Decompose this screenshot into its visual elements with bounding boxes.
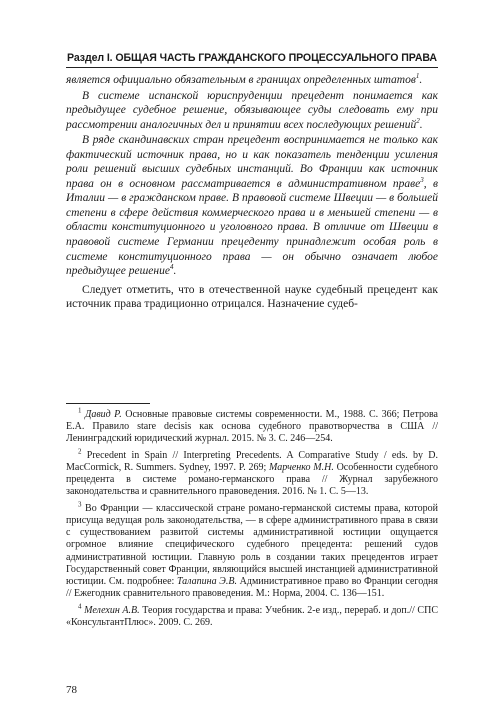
author-name: Давид Р. [84, 409, 122, 420]
footnote-ref: 2 [416, 116, 420, 125]
header-rule [66, 67, 438, 68]
footnote [66, 602, 438, 629]
text-run: Административное право во Франции сегодня // Ежегодник сравнительного правоведения. М.: Норма, 2004. С. 136—151. [66, 575, 438, 599]
text-run: В ряде скандинавских стран прецедент воспринимается не только как фактический источник права, но и как показатель тенденции усиления роли решений высших судебных инстанций. Во Франции как источник права он в основном рассматривается в административном праве [66, 134, 438, 190]
text-run: является официально обязательным в границах определенных штатов [66, 74, 416, 86]
text-run: Precedent in Spain // Interpreting Precedents. A Comparative Study / eds. by D. MacCormick, R. Summers. Sydney, 1997. P. 269; [66, 450, 438, 474]
footnote-ref: 4 [169, 263, 174, 272]
text-run: Теория государства и права: Учебник. 2-е изд., перераб. и доп.// СПС «КонсультантПлюс». 2009. С. 269. [66, 604, 438, 628]
footnotes [66, 406, 438, 634]
footnote-ref: 3 [420, 176, 424, 184]
paragraph [66, 283, 438, 312]
paragraph [66, 89, 438, 133]
paragraph [66, 73, 438, 88]
text-run: Во Франции — классической стране романо-германской системы права, которой присуща ведущая роль законодательства, — в сфере административного права в связи с существованием развитой системы административной юстиции ощущается огромное влияние специфического судебного прецедента: решений судов административной юстиции. Главную роль в создании таких прецедентов играет Государственный совет Франции, являющийся высшей инстанцией административной юстиции. См. подробнее: [66, 503, 438, 587]
text-run: Следует отметить, что в отечественной науке судебный прецедент как источник права традиционно отрицался. Назначение судеб- [66, 283, 438, 311]
footnote-ref: 1 [415, 72, 420, 81]
author-name: Марченко М.Н. [269, 462, 334, 474]
footnote-ref: 4 [78, 602, 82, 611]
footnote-rule [66, 403, 150, 404]
text-run: В системе испанской юриспруденции прецедент понимается как предыдущее судебное решение, обязывающее суды следовать ему при рассмотрении аналогичных дел и принятии всех последующих решений [66, 89, 438, 131]
footnote-ref: 1 [78, 406, 82, 415]
footnote [66, 447, 438, 498]
text-run: , в Италии — в гражданском праве. В правовой системе Швеции — в большей степени в сфере действия коммерческого права и в меньшей степени — в области конституционного и уголовного права. В отличие от Швеции в правовой системе Германии прецеденту принадлежит особая роль в системе конституционного права — он обычно означает любое предыдущее решение [66, 177, 438, 278]
page-number: 78 [66, 684, 77, 696]
text-run: . [419, 74, 423, 86]
paragraph [66, 133, 438, 278]
footnote-ref: 3 [78, 501, 82, 509]
text-run: . [419, 118, 423, 131]
running-header: Раздел I. ОБЩАЯ ЧАСТЬ ГРАЖДАНСКОГО ПРОЦЕССУАЛЬНОГО ПРАВА [67, 52, 437, 64]
text-run: Основные правовые системы современности. М., 1988. С. 366; Петрова Е.А. Правило stare decisis как основа судебного правотворчества в США // Ленинградский юридический журнал. 2015. № 3. С. 246—254. [66, 409, 438, 445]
text-run: . [173, 265, 177, 278]
main-text [66, 73, 438, 312]
author-name: Мелехин А.В. [84, 604, 140, 616]
author-name: Талапина Э.В. [176, 575, 237, 587]
footnote [66, 406, 438, 445]
footnote [66, 503, 438, 599]
text-run: Особенности судебного прецедента в системе романо-германского права // Журнал зарубежного законодательства и сравнительного правоведения. 2016. № 1. С. 5—13. [66, 462, 438, 498]
footnote-ref: 2 [78, 447, 82, 456]
